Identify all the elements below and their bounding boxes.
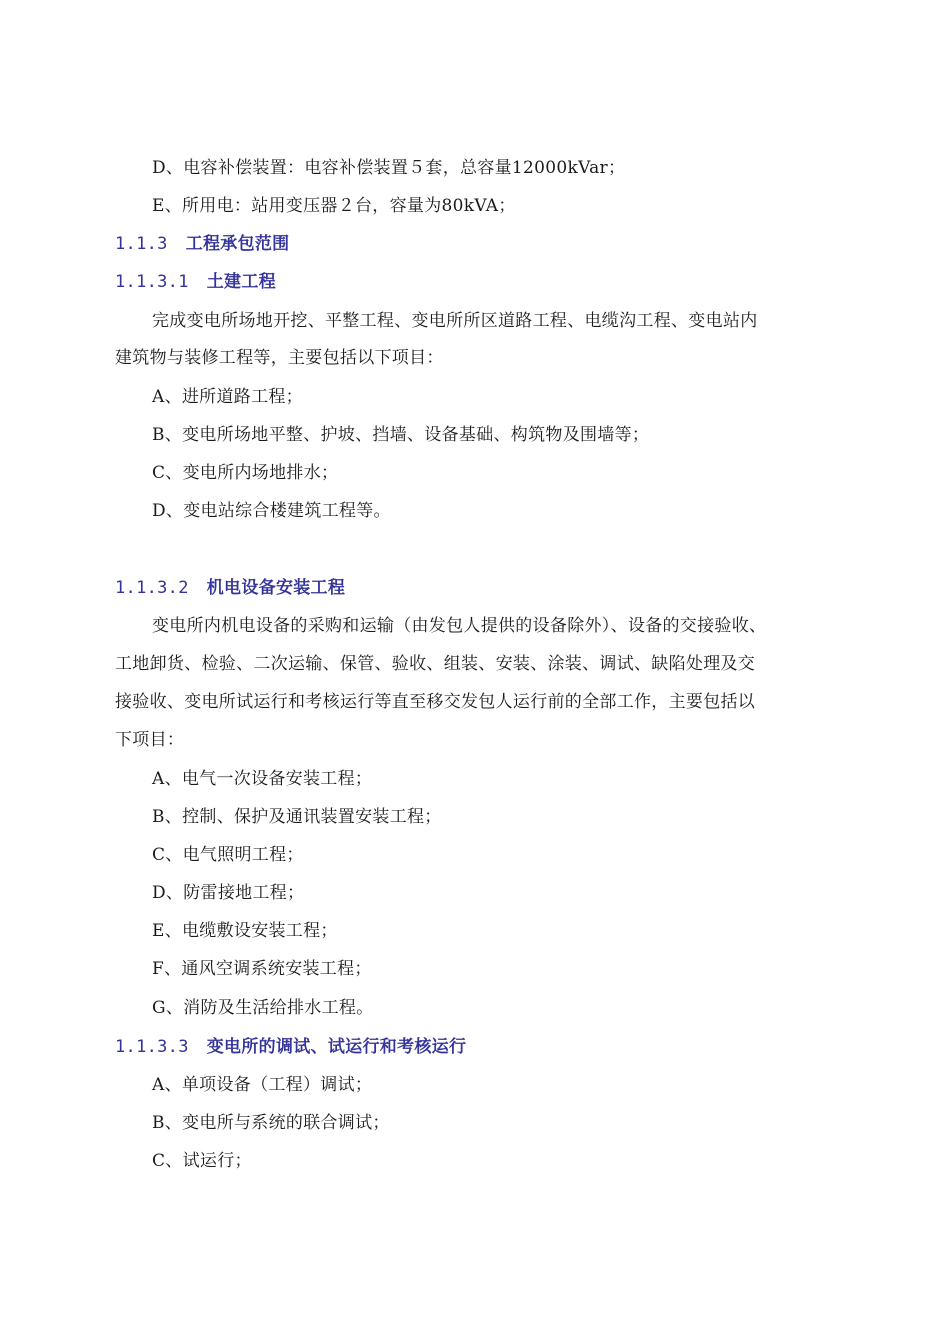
paragraph-line: 完成变电所场地开挖、平整工程、变电所所区道路工程、电缆沟工程、变电站内 xyxy=(152,311,758,331)
section-heading-1-1-3-1 xyxy=(115,271,276,293)
intro-item-d: D、电容补偿装置：电容补偿装置５套，总容量12000kVar； xyxy=(152,158,626,178)
list-item: G、消防及生活给排水工程。 xyxy=(152,998,374,1018)
paragraph-line: 建筑物与装修工程等，主要包括以下项目： xyxy=(115,348,444,368)
list-item: B、控制、保护及通讯装置安装工程； xyxy=(152,807,442,827)
section-number: 1.1.3.3 xyxy=(115,1037,189,1057)
paragraph-line: 接验收、变电所试运行和考核运行等直至移交发包人运行前的全部工作，主要包括以 xyxy=(115,692,756,712)
section-number: 1.1.3.2 xyxy=(115,578,189,598)
paragraph-line: 工地卸货、检验、二次运输、保管、验收、组装、安装、涂装、调试、缺陷处理及交 xyxy=(115,654,756,674)
section-heading-1-1-3-2 xyxy=(115,577,345,599)
list-item: A、电气一次设备安装工程； xyxy=(152,769,373,789)
section-heading-1-1-3 xyxy=(115,233,290,255)
section-title: 工程承包范围 xyxy=(185,234,290,254)
section-title: 变电所的调试、试运行和考核运行 xyxy=(206,1037,467,1057)
list-item: A、单项设备（工程）调试； xyxy=(152,1075,373,1095)
section-title: 土建工程 xyxy=(206,272,276,292)
section-number: 1.1.3 xyxy=(115,234,168,254)
list-item: B、变电所与系统的联合调试； xyxy=(152,1113,390,1133)
list-item: A、进所道路工程； xyxy=(152,387,303,407)
list-item: D、防雷接地工程； xyxy=(152,883,305,903)
list-item: B、变电所场地平整、护坡、挡墙、设备基础、构筑物及围墙等； xyxy=(152,425,650,445)
list-item: E、电缆敷设安装工程； xyxy=(152,921,338,941)
list-item: C、电气照明工程； xyxy=(152,845,304,865)
list-item: C、变电所内场地排水； xyxy=(152,463,339,483)
section-heading-1-1-3-3 xyxy=(115,1036,466,1058)
paragraph-line: 变电所内机电设备的采购和运输（由发包人提供的设备除外）、设备的交接验收、 xyxy=(152,616,767,636)
section-number: 1.1.3.1 xyxy=(115,272,189,292)
intro-item-e: E、所用电：站用变压器２台，容量为80kVA； xyxy=(152,196,516,216)
section-title: 机电设备安装工程 xyxy=(206,578,346,598)
list-item: C、试运行； xyxy=(152,1151,252,1171)
list-item: D、变电站综合楼建筑工程等。 xyxy=(152,501,391,521)
list-item: F、通风空调系统安装工程； xyxy=(152,959,372,979)
paragraph-line: 下项目： xyxy=(115,730,185,750)
